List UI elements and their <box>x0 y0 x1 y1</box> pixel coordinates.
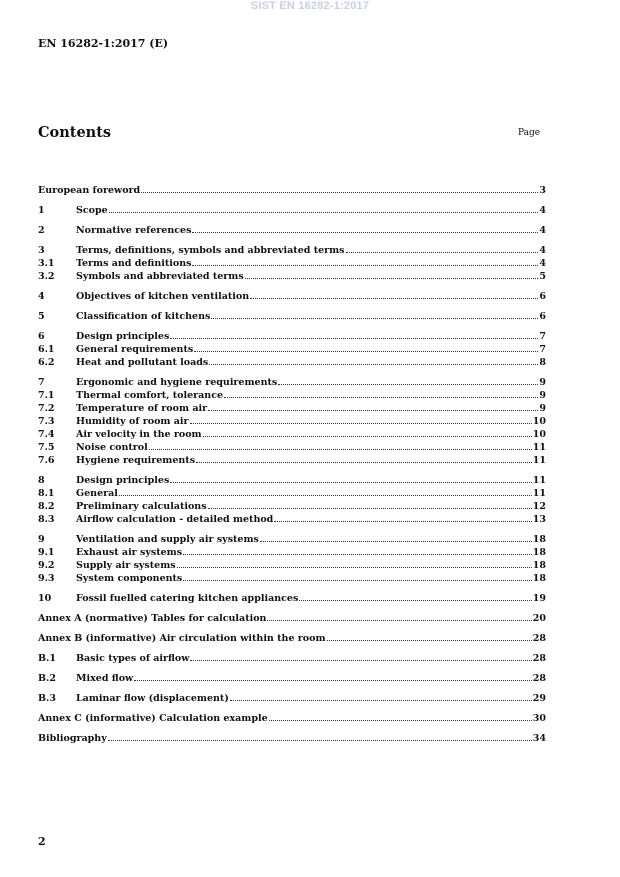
toc-entry[interactable] <box>38 474 546 487</box>
toc-entry-number: 9.2 <box>38 560 55 571</box>
toc-entry-title: Airflow calculation - detailed method <box>76 514 274 525</box>
toc-entry[interactable] <box>38 257 546 270</box>
toc-entry-page: 20 <box>532 613 546 624</box>
toc-entry[interactable] <box>38 500 546 513</box>
toc-entry-title: Objectives of kitchen ventilation <box>76 291 250 302</box>
toc-entry-number: 7.4 <box>38 429 55 440</box>
toc-entry-page: 6 <box>539 311 546 322</box>
toc-entry-page: 8 <box>539 357 546 368</box>
toc-entry-number: 4 <box>38 291 45 302</box>
toc-entry[interactable] <box>38 356 546 369</box>
page-number: 2 <box>38 835 46 848</box>
watermark: SIST EN 16282-1:2017 <box>250 0 370 12</box>
toc-dot-leader <box>230 699 532 701</box>
toc-entry-title: Exhaust air systems <box>76 547 183 558</box>
toc-entry[interactable] <box>38 572 546 585</box>
toc-entry-number: 8.2 <box>38 501 55 512</box>
toc-entry-page: 11 <box>532 475 546 486</box>
toc-entry-page: 7 <box>539 331 546 342</box>
toc-entry-page: 18 <box>532 547 546 558</box>
toc-entry-title: Hygiene requirements <box>76 455 196 466</box>
toc-entry[interactable] <box>38 487 546 500</box>
toc-entry-number: 5 <box>38 311 45 322</box>
toc-dot-leader <box>192 264 538 266</box>
toc-entry-title: Scope <box>76 205 108 216</box>
toc-dot-leader <box>170 337 538 339</box>
toc-entry[interactable] <box>38 441 546 454</box>
toc-entry-title: Laminar flow (displacement) <box>76 693 229 704</box>
toc-entry-number: 3 <box>38 245 45 256</box>
toc-entry[interactable] <box>38 184 546 197</box>
toc-entry-page: 29 <box>532 693 546 704</box>
toc-entry-page: 11 <box>532 455 546 466</box>
toc-entry-number: 7.6 <box>38 455 55 466</box>
toc-entry-page: 9 <box>539 403 546 414</box>
toc-entry-page: 18 <box>532 560 546 571</box>
toc-entry-title: Thermal comfort, tolerance <box>76 390 224 401</box>
table-of-contents <box>38 184 546 745</box>
toc-entry-number: 7 <box>38 377 45 388</box>
toc-entry-page: 19 <box>532 593 546 604</box>
toc-dot-leader <box>119 494 532 496</box>
toc-entry-title: Classification of kitchens <box>76 311 211 322</box>
toc-dot-leader <box>327 639 532 641</box>
toc-entry[interactable] <box>38 376 546 389</box>
toc-entry[interactable] <box>38 632 546 645</box>
toc-dot-leader <box>299 599 531 601</box>
toc-entry-number: 2 <box>38 225 45 236</box>
toc-dot-leader <box>194 350 538 352</box>
toc-dot-leader <box>134 679 532 681</box>
toc-entry[interactable] <box>38 389 546 402</box>
toc-entry-number: 3.2 <box>38 271 55 282</box>
toc-dot-leader <box>170 481 531 483</box>
toc-entry-number: 9.3 <box>38 573 55 584</box>
toc-entry-page: 4 <box>539 245 546 256</box>
toc-entry-page: 6 <box>539 291 546 302</box>
toc-entry-page: 18 <box>532 534 546 545</box>
toc-dot-leader <box>108 739 532 741</box>
toc-entry-number: 6 <box>38 331 45 342</box>
toc-entry-title: Design principles <box>76 475 170 486</box>
toc-entry[interactable] <box>38 533 546 546</box>
toc-entry-title: Mixed flow <box>76 673 134 684</box>
toc-dot-leader <box>192 231 538 233</box>
contents-title: Contents <box>38 124 112 141</box>
toc-entry-title: Annex B (informative) Air circulation within the room <box>38 633 326 644</box>
toc-entry-title: Air velocity in the room <box>76 429 202 440</box>
toc-entry-title: Terms and definitions <box>76 258 192 269</box>
toc-entry-page: 3 <box>539 185 546 196</box>
toc-entry[interactable] <box>38 290 546 303</box>
toc-entry[interactable] <box>38 592 546 605</box>
toc-dot-leader <box>278 383 538 385</box>
toc-entry-page: 10 <box>532 429 546 440</box>
toc-entry-title: Symbols and abbreviated terms <box>76 271 244 282</box>
toc-entry-number: 7.2 <box>38 403 55 414</box>
toc-dot-leader <box>203 435 532 437</box>
toc-dot-leader <box>208 507 532 509</box>
toc-dot-leader <box>190 659 531 661</box>
toc-entry-number: 7.5 <box>38 442 55 453</box>
toc-entry-page: 10 <box>532 416 546 427</box>
toc-entry-title: Supply air systems <box>76 560 176 571</box>
toc-entry-page: 4 <box>539 205 546 216</box>
toc-entry-number: 6.1 <box>38 344 55 355</box>
toc-entry-title: System components <box>76 573 183 584</box>
toc-entry[interactable] <box>38 415 546 428</box>
toc-entry-number: 8 <box>38 475 45 486</box>
toc-entry-page: 18 <box>532 573 546 584</box>
toc-entry-page: 4 <box>539 225 546 236</box>
toc-entry-page: 28 <box>532 633 546 644</box>
toc-entry-title: Normative references <box>76 225 192 236</box>
toc-entry-page: 12 <box>532 501 546 512</box>
toc-entry-title: Ergonomic and hygiene requirements <box>76 377 278 388</box>
toc-dot-leader <box>267 619 531 621</box>
toc-entry-number: B.2 <box>38 673 56 684</box>
toc-entry-title: Humidity of room air <box>76 416 189 427</box>
toc-entry-page: 30 <box>532 713 546 724</box>
toc-entry-title: Design principles <box>76 331 170 342</box>
toc-entry-number: B.3 <box>38 693 56 704</box>
toc-entry-number: 8.3 <box>38 514 55 525</box>
toc-dot-leader <box>245 277 539 279</box>
toc-dot-leader <box>209 363 538 365</box>
toc-entry-page: 13 <box>532 514 546 525</box>
toc-dot-leader <box>149 448 532 450</box>
toc-entry[interactable] <box>38 244 546 257</box>
toc-entry[interactable] <box>38 310 546 323</box>
toc-dot-leader <box>346 251 539 253</box>
toc-entry[interactable] <box>38 546 546 559</box>
toc-entry[interactable] <box>38 224 546 237</box>
toc-dot-leader <box>196 461 532 463</box>
toc-entry-page: 34 <box>532 733 546 744</box>
toc-entry[interactable] <box>38 513 546 526</box>
toc-entry-number: 9.1 <box>38 547 55 558</box>
document-id: EN 16282-1:2017 (E) <box>38 37 169 50</box>
toc-entry[interactable] <box>38 204 546 217</box>
toc-entry-page: 5 <box>539 271 546 282</box>
toc-dot-leader <box>269 719 532 721</box>
toc-dot-leader <box>208 409 538 411</box>
toc-entry-page: 4 <box>539 258 546 269</box>
toc-entry[interactable] <box>38 692 546 705</box>
toc-entry-page: 28 <box>532 673 546 684</box>
toc-dot-leader <box>177 566 532 568</box>
toc-entry-title: Preliminary calculations <box>76 501 207 512</box>
toc-dot-leader <box>224 396 538 398</box>
toc-entry-number: 10 <box>38 593 52 604</box>
toc-entry[interactable] <box>38 428 546 441</box>
toc-entry[interactable] <box>38 652 546 665</box>
toc-entry[interactable] <box>38 612 546 625</box>
toc-entry-page: 28 <box>532 653 546 664</box>
toc-entry-title: General <box>76 488 118 499</box>
toc-entry-page: 9 <box>539 390 546 401</box>
toc-entry-title: General requirements <box>76 344 194 355</box>
toc-entry-page: 11 <box>532 488 546 499</box>
toc-entry-number: 7.1 <box>38 390 55 401</box>
toc-dot-leader <box>183 579 531 581</box>
toc-dot-leader <box>211 317 538 319</box>
toc-entry[interactable] <box>38 559 546 572</box>
toc-entry-number: 1 <box>38 205 45 216</box>
toc-entry[interactable] <box>38 343 546 356</box>
toc-dot-leader <box>109 211 539 213</box>
toc-entry-number: 9 <box>38 534 45 545</box>
toc-dot-leader <box>274 520 531 522</box>
toc-entry-title: Heat and pollutant loads <box>76 357 209 368</box>
toc-entry[interactable] <box>38 672 546 685</box>
toc-entry-number: B.1 <box>38 653 56 664</box>
page-column-label: Page <box>518 128 541 138</box>
toc-entry-number: 8.1 <box>38 488 55 499</box>
toc-entry-page: 7 <box>539 344 546 355</box>
toc-entry-number: 6.2 <box>38 357 55 368</box>
toc-entry-title: Basic types of airflow <box>76 653 190 664</box>
toc-entry-title: European foreword <box>38 185 141 196</box>
toc-entry[interactable] <box>38 402 546 415</box>
toc-dot-leader <box>260 540 532 542</box>
toc-entry-title: Terms, definitions, symbols and abbreviated terms <box>76 245 345 256</box>
toc-entry-title: Annex A (normative) Tables for calculation <box>38 613 267 624</box>
toc-entry[interactable] <box>38 732 546 745</box>
toc-entry[interactable] <box>38 330 546 343</box>
toc-entry-page: 11 <box>532 442 546 453</box>
toc-entry-title: Noise control <box>76 442 148 453</box>
toc-entry[interactable] <box>38 454 546 467</box>
toc-entry-title: Ventilation and supply air systems <box>76 534 259 545</box>
toc-entry-title: Bibliography <box>38 733 107 744</box>
toc-entry-number: 3.1 <box>38 258 55 269</box>
toc-entry-title: Annex C (informative) Calculation example <box>38 713 268 724</box>
toc-dot-leader <box>190 422 532 424</box>
toc-dot-leader <box>141 191 538 193</box>
toc-dot-leader <box>250 297 538 299</box>
toc-entry[interactable] <box>38 712 546 725</box>
toc-entry-title: Temperature of room air <box>76 403 208 414</box>
toc-entry-page: 9 <box>539 377 546 388</box>
toc-entry-title: Fossil fuelled catering kitchen appliances <box>76 593 299 604</box>
toc-dot-leader <box>183 553 532 555</box>
toc-entry[interactable] <box>38 270 546 283</box>
toc-entry-number: 7.3 <box>38 416 55 427</box>
